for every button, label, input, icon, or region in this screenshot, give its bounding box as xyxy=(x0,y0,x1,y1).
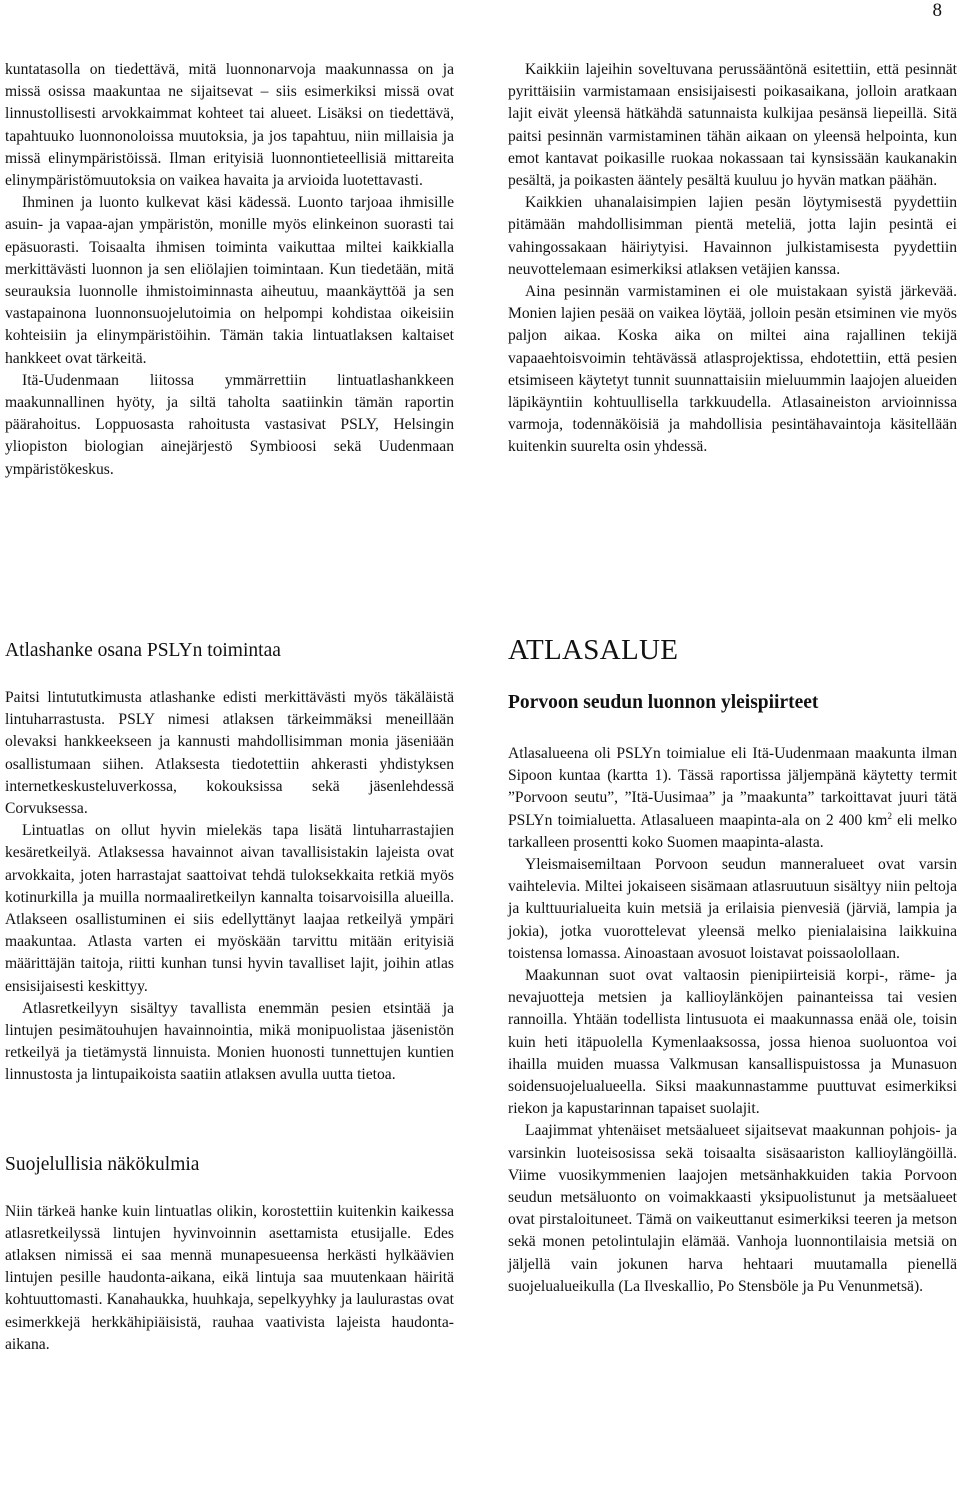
sub-heading-porvoon-seutu: Porvoon seudun luonnon yleispiirteet xyxy=(508,692,819,713)
paragraph: Lintuatlas on ollut hyvin mielekäs tapa lisätä lintuharrastajien kesäretkeilyä. Atlaksessa havainnot aivan tavallisistakin lajeista ovat arvokkaita, joten harrastajat saattoivat tehdä tuloksekkaita retkiä myös kotinurkilla ja muilla normaaliretkeilyn kannalta toisarvoisilla alueilla. Atlakseen osallistuminen ei siis edellyttänyt laajaa retkeilyä ympäri maakuntaa. Atlasta varten ei myöskään tarvittu mitään erityisiä määrittäjän taitoja, riitti kunhan tunsi hyvin tavalliset lajit, joihin atlas ensisijaisesti keskittyy. xyxy=(5,822,454,995)
top-left-column xyxy=(5,59,454,481)
paragraph: Maakunnan suot ovat valtaosin pienipiirteisiä korpi-, räme- ja nevajuotteja metsien ja kallioylänköjen painanteissa tai vesien rannoilla. Yhtään todellista lintusuota ei maakunnassa enää ole, toisin kuin heti itäpuolella Kymenlaaksossa, jossa hienoa suoluontoa voi ihailla muiden muassa Valkmusan kansallispuistossa ja Munasuon soidensuojelualueella. Siksi maakunnastamme puuttuvat esimerkiksi riekon ja kapustarinnan tapaiset suolajit. xyxy=(508,967,957,1118)
section-heading-suojelullisia: Suojelullisia näkökulmia xyxy=(5,1153,200,1175)
intro-text-cont: eli melko tarkalleen prosentti koko Suomen maapinta-alasta. xyxy=(508,811,957,851)
paragraph: Aina pesinnän varmistaminen ei ole muistakaan syistä järkevää. Monien lajien pesää on vaikea löytää, jolloin pesän etsiminen vie myös paljon aikaa. Koska aika on miltei aina rajallinen tekijä vapaaehtoisvoimin tehtävässä atlasprojektissa, ehdotettiin, että pesien etsimiseen käytetyt tunnit suunnattaisiin mieluummin laajojen alueiden läpikäyntiin kohtuullisella tarkkuudella. Atlasaineiston arvioinnissa varmoja, todennäköisiä ja mahdollisia pesintähavaintoja käsitellään kuitenkin suurelta osin yhdessä. xyxy=(508,283,957,456)
intro-text: Atlasalueena oli PSLYn toimialue eli Itä-Uudenmaan maakunta ilman Sipoon kuntaa (kartta 1). Tässä raportissa jäljempänä käytetty termit ”Porvoon seutu”, ”Itä-Uusimaa” ja ”maakunta” tarkoittavat juuri tätä PSLYn toimialuetta. Atlasalueen maapinta-ala on 2 400 km xyxy=(508,745,957,829)
top-right-column xyxy=(508,59,957,459)
paragraph: Ihminen ja luonto kulkevat käsi kädessä. Luonto tarjoaa ihmisille asuin- ja vapaa-ajan ympäristön, monille myös elinkeinon suorasti tai epäsuorasti. Toisaalta ihmisen toiminta vaikuttaa miltei kaikkialla merkittävästi luonnon ja sen eliölajien toimintaan. Kun tiedetään, mitä seurauksia luonnolle ihmistoiminnasta aiheutuu, maankäyttöä ja sen vastapainona luonnonsuojelutoimia on helpompi kohdistaa oikeisiin kohteisiin ja elinympäristöihin. Tämän takia lintuatlaksen kaltaiset hankkeet ovat tärkeitä. xyxy=(5,194,454,367)
section-heading-atlashanke: Atlashanke osana PSLYn toimintaa xyxy=(5,640,281,661)
main-heading-atlasalue: ATLASALUE xyxy=(508,634,679,666)
paragraph-intro xyxy=(508,743,957,854)
bottom-left-column xyxy=(5,639,454,1356)
paragraph: Niin tärkeä hanke kuin lintuatlas olikin, korostettiin kuitenkin kaikessa atlasretkeilyssä lintujen hyvinvoinnin asettamista etusijalle. Edes atlaksen nimissä ei saa mennä munapesueensa herkästi hylkäävien lintujen pesille haudonta-aikana, eikä lintuja saa muutenkaan häiritä kohtuuttomasti. Kanahaukka, huuhkaja, sepelkyyhky ja laulurastas ovat esimerkkejä herkkähipiäisistä, rauhaa vaativista lajeista haudonta-aikana. xyxy=(5,1202,454,1353)
paragraph: Laajimmat yhtenäiset metsäalueet sijaitsevat maakunnan pohjois- ja varsinkin luoteisosissa sekä toisaalta sisäsaariston kallioylängöillä. Viime vuosikymmenien laajojen metsänhakkuiden takia Porvoon seudun metsäluonto on voimakkaasti yksipuolistunut ja metsäalueet ovat pirstaloituneet. Tämä on vaikeuttanut esimerkiksi teeren ja metson sekä monen petolintulajin elämää. Vanhoja luonnontilaisia metsiä on jäljellä vain jokunen harva hehtaari muutamalla pienellä suojelualueikulla (La Ilveskallio, Po Stensböle ja Pu Venunmetsä). xyxy=(508,1122,957,1295)
paragraph: Itä-Uudenmaan liitossa ymmärrettiin lintuatlashankkeen maakunnallinen hyöty, ja siltä taholta saatiinkin tämän raportin päärahoitus. Loppuosasta rahoitusta vastasivat PSLY, Helsingin yliopiston biologian ainejärjestö Symbioosi sekä Uudenmaan ympäristökeskus. xyxy=(5,371,454,478)
page-number: 8 xyxy=(932,0,942,21)
paragraph: Atlasretkeilyyn sisältyy tavallista enemmän pesien etsintää ja lintujen pesimätouhujen havainnointia, mikä monipuolistaa jäsenistön retkeilyä ja tietämystä linnuista. Monien huonosti tunnettujen kuntien linnustosta ja lintupaikoista saatiin atlaksen avulla uutta tietoa. xyxy=(5,999,454,1084)
paragraph: kuntatasolla on tiedettävä, mitä luonnonarvoja maakunnassa on ja missä osissa maakuntaa ne sijaitsevat – siis esimerkiksi missä ovat linnustollisesti arvokkaimmat kohteet tai alueet. Lisäksi on tiedettävä, tapahtuuko luonnonoloissa muutoksia, ja jos tapahtuu, niin millaisia ja missä elinympäristöissä. Ilman erityisiä luonnontieteellisiä mittareita elinympäristömuutoksia on vaikea havaita ja arvioida luotettavasti. xyxy=(5,61,454,190)
superscript: 2 xyxy=(887,810,892,821)
bottom-right-column xyxy=(508,633,957,1298)
paragraph: Yleismaisemiltaan Porvoon seudun manneralueet ovat varsin vaihtelevia. Miltei jokaiseen sisämaan atlasruutuun sisältyy niin peltoja ja kulttuurialueita kuin metsiä ja erilaisia pienvesiä (järviä, lampia ja jokia), jotka vuorottelevat yleensä melko pienialaisina laikkuina toistensa lomassa. Ainoastaan avosuot loistavat poissaolollaan. xyxy=(508,856,957,962)
paragraph: Kaikkien uhanalaisimpien lajien pesän löytymisestä pyydettiin pitämään mahdollisimman pientä meteliä, jotta lajin pesintä ei vahingossakaan häiriytyisi. Havainnon julkistamisesta pyydettiin neuvottelemaan esimerkiksi atlaksen vetäjien kanssa. xyxy=(508,194,957,278)
paragraph: Kaikkiin lajeihin soveltuvana perussääntönä esitettiin, että pesinnät pyrittäisiin varmistamaan ensisijaisesti poikasaikana, jolloin aratkaan lajit eivät yleensä hätkähdä satunnaista kulkijaa pesänsä liepeillä. Sitä paitsi pesinnän varmistaminen tähän aikaan on yleensä helpointa, kun emot kantavat poikasille ruokaa nokassaan tai kynsissään kaukanakin pesältä, ja poikasten ääntely pesältä kuuluu jo hyvän matkan päähän. xyxy=(508,61,957,190)
paragraph: Paitsi lintututkimusta atlashanke edisti merkittävästi myös täkäläistä lintuharrastusta. PSLY nimesi atlaksen tärkeimmäksi meneillään olevaksi hankkeekseen ja kannusti mahdollisimman monia jäseniään osallistumaan siihen. Atlaksesta tiedotettiin ahkerasti yhdistyksen internetkeskusteluverkossa, kokouksissa sekä jäsenlehdessä Corvuksessa. xyxy=(5,689,454,818)
